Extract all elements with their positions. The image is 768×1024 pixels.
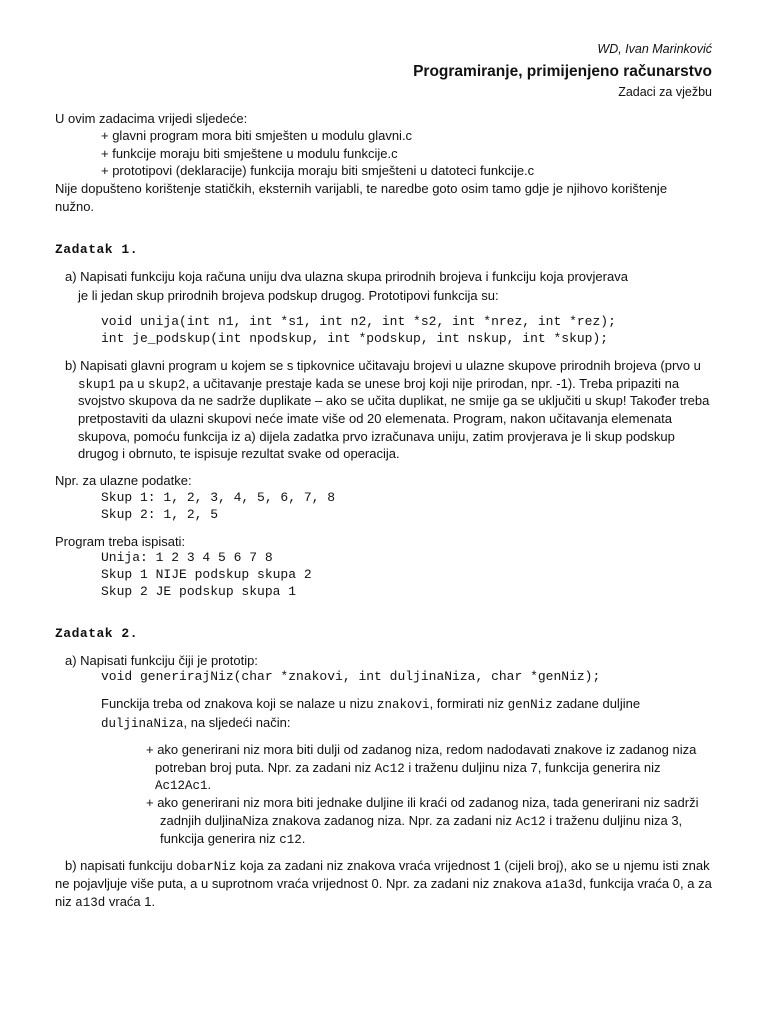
- inline-code: genNiz: [507, 698, 553, 712]
- task2-description: [101, 715, 290, 732]
- text-span: zadane duljine: [552, 696, 641, 711]
- author-line: WD, Ivan Marinković: [597, 42, 712, 56]
- task2-bullet: + ako generirani niz mora biti jednake duljine ili kraći od zadanog niza, tada generirani niz sadrži: [146, 795, 699, 810]
- intro-note: Nije dopušteno korištenje statičkih, eksternih varijabli, te naredbe goto osim tamo gdje je njihovo korištenje: [55, 181, 668, 196]
- inline-code: dobarNiz: [176, 860, 237, 874]
- text-span: pa u: [115, 376, 149, 391]
- task2-description: [101, 696, 640, 713]
- text-span: , a učitavanje prestaje kada se unese broj koji nije prirodan, npr. -1). Treba pripaziti na: [185, 376, 680, 391]
- text-span: .: [301, 831, 306, 846]
- task1-a-text: je li jedan skup prirodnih brojeva podskup drugog. Prototipovi funkcija su:: [78, 288, 499, 303]
- task1-heading: Zadatak 1.: [55, 242, 139, 257]
- task2-bullet: [160, 831, 305, 848]
- task2-bullet: [155, 760, 661, 777]
- task2-b-text: [65, 858, 710, 875]
- text-span: koja za zadani niz znakova vraća vrijednost 1 (cijeli broj), ako se u njemu isti znak: [236, 858, 710, 873]
- task1-b-text: b) Napisati glavni program u kojem se s tipkovnice učitavaju brojevi u ulazne skupove prirodnih brojeva (prvo u: [65, 358, 701, 373]
- rule-item: + funkcije moraju biti smještene u modulu funkcije.c: [101, 146, 398, 161]
- task2-bullet: [155, 777, 211, 794]
- task2-b-text: [55, 876, 712, 893]
- task1-b-text: svojstvo skupova da ne sadrže duplikate – ako se učita duplikat, ne smije ga se uključiti u skup! Također treba: [78, 393, 710, 408]
- rule-item: + glavni program mora biti smješten u modulu glavni.c: [101, 128, 413, 143]
- task2-prototype: void generirajNiz(char *znakovi, int duljinaNiza, char *genNiz);: [101, 669, 601, 684]
- text-span: i traženu duljinu niza 3,: [545, 813, 683, 828]
- inline-code: c12: [279, 833, 302, 847]
- text-span: Funckija treba od znakova koji se nalaze u nizu: [101, 696, 378, 711]
- inline-code: Ac12: [515, 815, 546, 829]
- task2-heading: Zadatak 2.: [55, 626, 139, 641]
- task1-b-text: pretpostaviti da ulazni skupovi neće imate više od 20 elemenata. Program, nakon učitavanja elemenata: [78, 411, 673, 426]
- task1-b-text: skupova, pomoću funkcija iz a) dijela zadatka prvo izračunava uniju, zatim provjerava je li skup podskup: [78, 429, 675, 444]
- inline-code: duljinaNiza: [101, 717, 184, 731]
- example-output-label: Program treba ispisati:: [55, 534, 186, 549]
- inline-code: skup1: [78, 378, 116, 392]
- text-span: niz: [55, 894, 76, 909]
- task1-prototype: int je_podskup(int npodskup, int *podskup, int nskup, int *skup);: [101, 331, 609, 346]
- inline-code: Ac12Ac1: [155, 779, 208, 793]
- task2-a-text: a) Napisati funkciju čiji je prototip:: [65, 653, 258, 668]
- text-span: zadnjih duljinaNiza znakova zadanog niza. Npr. za zadani niz: [160, 813, 516, 828]
- task1-b-text: drugog i obrnuto, te ispisuje rezultat svake od operacija.: [78, 446, 400, 461]
- text-span: funkcija generira niz: [160, 831, 280, 846]
- task2-bullet: + ako generirani niz mora biti dulji od zadanog niza, redom nadodavati znakove iz zadanog niza: [146, 742, 697, 757]
- task2-b-text: [55, 894, 155, 911]
- document-subtitle: Zadaci za vježbu: [618, 85, 712, 99]
- inline-code: skup2: [148, 378, 186, 392]
- text-span: potreban broj puta. Npr. za zadani niz: [155, 760, 375, 775]
- text-span: , funkcija vraća 0, a za: [582, 876, 712, 891]
- text-span: b) napisati funkciju: [65, 858, 177, 873]
- example-input-line: Skup 1: 1, 2, 3, 4, 5, 6, 7, 8: [101, 490, 336, 505]
- text-span: .: [207, 777, 212, 792]
- text-span: , na sljedeći način:: [183, 715, 291, 730]
- task1-a-text: a) Napisati funkciju koja računa uniju dva ulazna skupa prirodnih brojeva i funkciju koja provjerava: [65, 269, 628, 284]
- intro-line: U ovim zadacima vrijedi sljedeće:: [55, 111, 248, 126]
- inline-code: Ac12: [374, 762, 405, 776]
- task1-prototype: void unija(int n1, int *s1, int n2, int *s2, int *nrez, int *rez);: [101, 314, 616, 329]
- inline-code: a1a3d: [544, 878, 583, 892]
- example-output-line: Skup 2 JE podskup skupa 1: [101, 584, 297, 599]
- example-input-label: Npr. za ulazne podatke:: [55, 473, 192, 488]
- text-span: i traženu duljinu niza 7, funkcija generira niz: [404, 760, 661, 775]
- course-title: Programiranje, primijenjeno računarstvo: [413, 63, 712, 80]
- inline-code: znakovi: [377, 698, 430, 712]
- example-input-line: Skup 2: 1, 2, 5: [101, 507, 219, 522]
- example-output-line: Skup 1 NIJE podskup skupa 2: [101, 567, 312, 582]
- text-span: vraća 1.: [105, 894, 156, 909]
- task2-bullet: [160, 813, 682, 830]
- intro-note: nužno.: [55, 199, 95, 214]
- text-span: ne pojavljuje više puta, a u suprotnom vraća vrijednost 0. Npr. za zadani niz znakova: [55, 876, 545, 891]
- example-output-line: Unija: 1 2 3 4 5 6 7 8: [101, 550, 273, 565]
- text-span: , formirati niz: [429, 696, 508, 711]
- inline-code: a13d: [75, 896, 106, 910]
- rule-item: + prototipovi (deklaracije) funkcija moraju biti smješteni u datoteci funkcije.c: [101, 163, 535, 178]
- task1-b-text: [78, 376, 679, 393]
